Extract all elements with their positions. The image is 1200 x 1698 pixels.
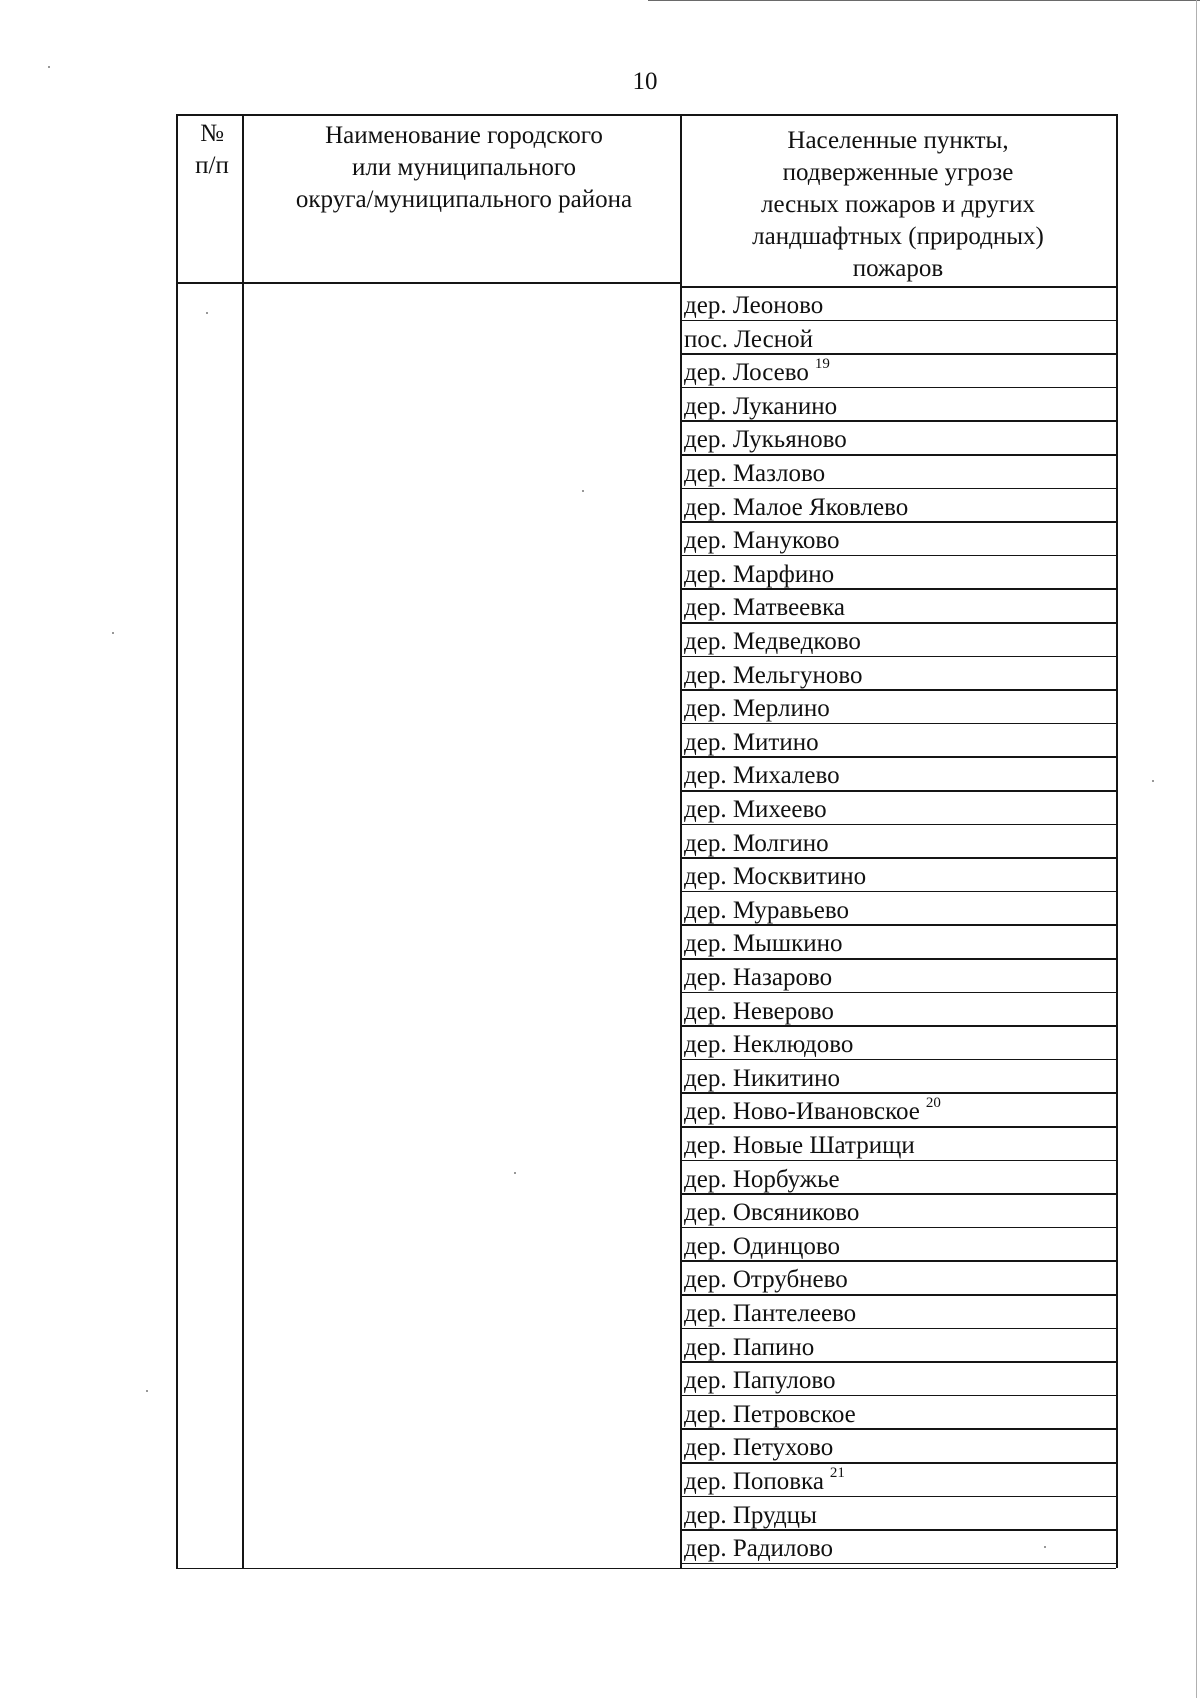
table-row (684, 1062, 840, 1095)
table-row (684, 894, 849, 927)
table-row (684, 1297, 856, 1330)
table-row (684, 1230, 840, 1263)
table-row (684, 1431, 833, 1464)
settlement-name: дер. Михеево (684, 796, 827, 823)
scan-speck (206, 312, 208, 314)
scan-edge-top (648, 0, 1200, 1)
settlement-name: дер. Одинцово (684, 1232, 841, 1260)
settlement-name: дер. Петровское (684, 1400, 856, 1428)
table-row (684, 457, 825, 490)
settlement-name: дер. Пантелеево (684, 1300, 857, 1327)
scan-speck (1152, 780, 1154, 782)
scan-speck (1044, 1546, 1046, 1548)
table-border-right (1116, 114, 1118, 1568)
table-row (684, 827, 829, 860)
table-row (684, 591, 845, 624)
header-settlements (680, 125, 1116, 285)
settlement-name: дер. Мышкино (684, 930, 843, 958)
table-row (684, 961, 832, 994)
column-divider (242, 114, 244, 1568)
settlement-name: дер. Поповка (684, 1468, 824, 1495)
table-row (684, 1129, 915, 1162)
table-row (684, 995, 834, 1028)
table-row (684, 1163, 840, 1196)
table-border-left (176, 114, 178, 1568)
header-district-line: округа/муниципального района (295, 186, 633, 213)
settlement-name: дер. Малое Яковлево (684, 493, 909, 521)
settlement-name: дер. Митино (684, 728, 819, 756)
settlement-name: дер. Луканино (684, 392, 838, 420)
header-district-line: или муниципального (352, 154, 576, 181)
footnote-marker: 21 (829, 1464, 845, 1481)
table-row (684, 356, 830, 389)
table-row (684, 1196, 859, 1229)
settlement-name: пос. Лесной (684, 325, 813, 353)
table-row (684, 1095, 941, 1128)
table-row (684, 1499, 817, 1532)
column-divider (680, 114, 682, 1568)
table-row (684, 759, 840, 792)
table-row (684, 625, 861, 658)
table-border-top (176, 114, 1116, 116)
settlement-name: дер. Радилово (684, 1535, 834, 1563)
settlement-name: дер. Лосево (684, 359, 809, 387)
table-row (684, 423, 847, 456)
scan-speck (112, 632, 114, 634)
table-row (684, 927, 843, 960)
settlement-name: дер. Муравьево (684, 896, 849, 924)
scan-speck (514, 1172, 516, 1174)
settlement-name: дер. Мазлово (684, 460, 826, 487)
table-row (684, 659, 862, 692)
settlement-name: дер. Норбужье (684, 1165, 840, 1193)
table-row (684, 1331, 814, 1364)
settlement-name: дер. Леоново (684, 292, 824, 319)
settlement-name: дер. Лукьяново (684, 426, 847, 454)
header-settlements-line: подверженные угрозе (782, 159, 1014, 186)
table-row (684, 1398, 856, 1431)
settlement-name: дер. Неверово (684, 997, 834, 1025)
settlement-name: дер. Михалево (684, 762, 840, 790)
table-row (684, 1532, 833, 1565)
scan-speck (582, 490, 584, 492)
header-settlements-line: Населенные пункты, (787, 127, 1009, 154)
settlement-name: дер. Петухово (684, 1434, 834, 1462)
settlement-name: дер. Марфино (684, 560, 835, 588)
settlement-name: дер. Молгино (684, 829, 829, 857)
header-settlements-line: лесных пожаров и других (760, 191, 1036, 218)
settlement-name: дер. Назарово (684, 964, 833, 991)
row-divider (680, 286, 1116, 288)
settlement-name: дер. Папулово (684, 1367, 836, 1395)
settlement-name: дер. Овсяниково (684, 1199, 860, 1227)
footnote-marker: 19 (814, 355, 830, 372)
header-number-line: № (200, 120, 224, 147)
table-row (684, 390, 837, 423)
table-row (684, 1364, 836, 1397)
table-row (684, 793, 827, 826)
settlement-name: дер. Отрубнево (684, 1266, 848, 1294)
header-settlements-line: пожаров (852, 255, 944, 282)
settlement-name: дер. Прудцы (684, 1501, 817, 1529)
table-row (684, 289, 823, 322)
header-divider (176, 282, 680, 284)
table-border-bottom (176, 1568, 1116, 1570)
table-row (684, 726, 819, 759)
settlement-name: дер. Мельгуново (684, 661, 863, 689)
page-number: 10 (632, 68, 658, 95)
table-row (684, 524, 840, 557)
header-number-line: п/п (195, 152, 229, 179)
settlement-name: дер. Никитино (684, 1064, 840, 1092)
table-row (684, 692, 830, 725)
scan-edge-right (1196, 0, 1197, 1698)
header-settlements-line: ландшафтных (природных) (752, 223, 1044, 250)
header-district (244, 120, 684, 216)
table-row (684, 1028, 853, 1061)
settlement-name: дер. Мануково (684, 527, 840, 555)
scan-speck (146, 1390, 148, 1392)
header-district-line: Наименование городского (325, 122, 603, 149)
table-row (684, 491, 908, 524)
settlement-name: дер. Мерлино (684, 695, 830, 723)
settlement-name: дер. Папино (684, 1333, 815, 1361)
header-number (176, 118, 248, 182)
table-row (684, 1465, 845, 1498)
table-row (684, 860, 866, 893)
footnote-marker: 20 (925, 1095, 941, 1112)
table-row (684, 323, 813, 356)
settlement-name: дер. Неклюдово (684, 1031, 854, 1059)
table-row (684, 558, 834, 591)
settlement-name: дер. Матвеевка (684, 594, 845, 622)
table-row (684, 1263, 848, 1296)
settlement-name: дер. Медведково (684, 628, 861, 655)
settlement-name: дер. Ново-Ивановское (684, 1098, 920, 1126)
settlement-name: дер. Новые Шатрищи (684, 1132, 915, 1159)
settlement-name: дер. Москвитино (684, 863, 867, 891)
